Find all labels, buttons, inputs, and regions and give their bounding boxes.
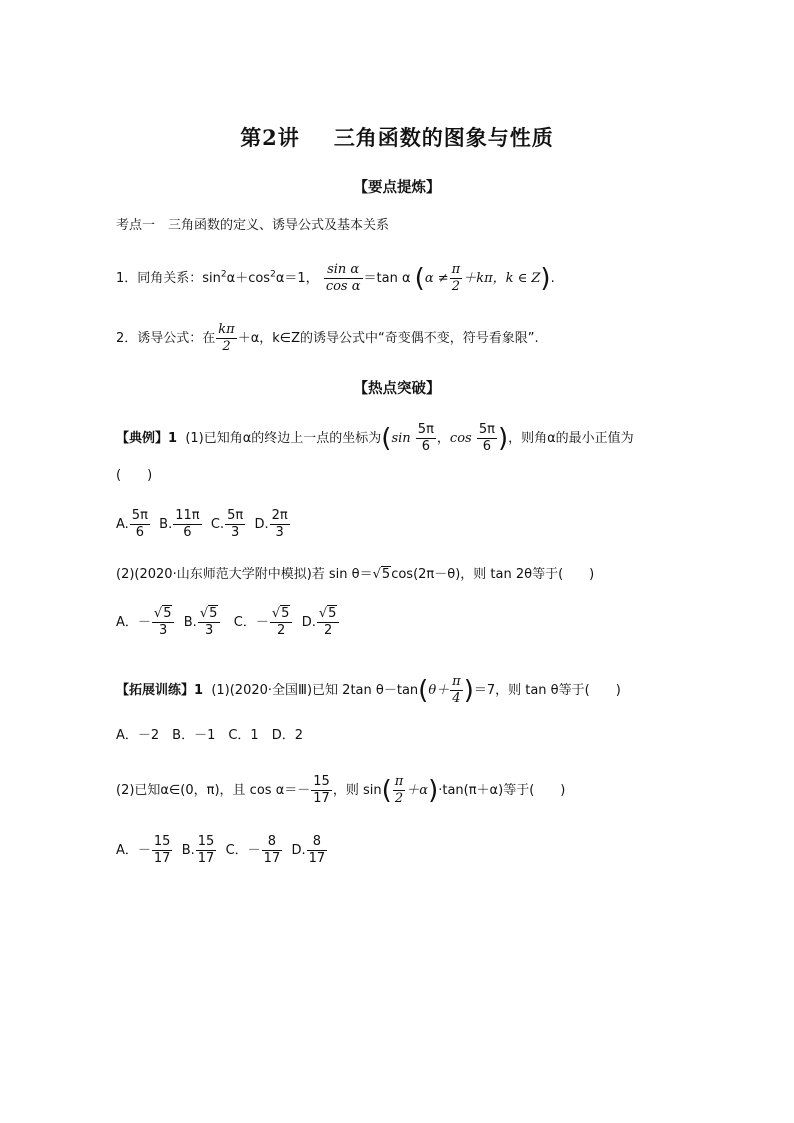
induction-formula: 2．诱导公式：在 $\frac{k\pi}{2}$ ＋α，k∈Z的诱导公式中“奇变偶不变，符号看象限”. bbox=[116, 322, 539, 354]
example-1-blank: ( ) bbox=[116, 468, 153, 483]
extension-1-question: 【拓展训练】1 (1)(2020·全国Ⅲ)已知 2tan θ－tan(θ＋ $\frac{\pi}{4}$ )＝7，则 tan θ等于( ) bbox=[116, 674, 621, 706]
extension-2-options: A．－ $\frac{15}{17}$ B. $\frac{15}{17}$ C．－ $\frac{8}{17}$ D. $\frac{8}{17}$ bbox=[116, 834, 326, 866]
example-1-question: 【典例】1 (1)已知角α的终边上一点的坐标为(sin $\frac{5\pi}{6}$ ，cos $\frac{5\pi}{6}$ )，则角α的最小正值为 bbox=[116, 422, 634, 454]
example-2-question: (2)(2020·山东师范大学附中模拟)若 sin θ＝√5cos(2π－θ)，则 tan 2θ等于( ) bbox=[116, 567, 595, 582]
section-key-points: 【要点提炼】 bbox=[353, 180, 441, 196]
sin-over-cos-fraction: $\frac{\text{sin α}}{\text{cos α}}$ bbox=[325, 262, 361, 294]
identity-relation: 1．同角关系：$\sin^2\alpha+\cos^2\alpha=1$， $\frac{\text{sin α}}{\text{cos α}}$ ＝tan α (α ≠ $\frac{\pi}{2}$ ＋kπ，k ∈ Z). bbox=[116, 262, 555, 294]
page-title bbox=[0, 122, 794, 152]
pi-over-2-fraction: $\frac{\pi}{2}$ bbox=[451, 262, 461, 294]
lecture-number: 第2讲 bbox=[240, 125, 300, 150]
extension-1-options: A．－2 B．－1 C．1 D．2 bbox=[116, 728, 303, 743]
example-1-options: A. $\frac{5\pi}{6}$ B. $\frac{11\pi}{6}$ C. $\frac{5\pi}{3}$ D. $\frac{2\pi}{3}$ bbox=[116, 508, 288, 540]
lecture-topic: 三角函数的图象与性质 bbox=[333, 125, 554, 150]
extension-2-question: (2)已知α∈(0，π)，且 cos α＝－ $\frac{15}{17}$ ，则 sin( $\frac{\pi}{2}$ ＋α)·tan(π＋α)等于( ) bbox=[116, 774, 566, 806]
kaodian-heading: 考点一 三角函数的定义、诱导公式及基本关系 bbox=[116, 218, 390, 233]
kpi-over-2-fraction: $\frac{k\pi}{2}$ bbox=[218, 322, 235, 354]
section-hot-topics: 【热点突破】 bbox=[353, 381, 441, 397]
example-2-options: A．－ $\frac{√5}{3}$ B. $\frac{√5}{3}$ C．－ $\frac{√5}{2}$ D. $\frac{√5}{2}$ bbox=[116, 606, 340, 639]
